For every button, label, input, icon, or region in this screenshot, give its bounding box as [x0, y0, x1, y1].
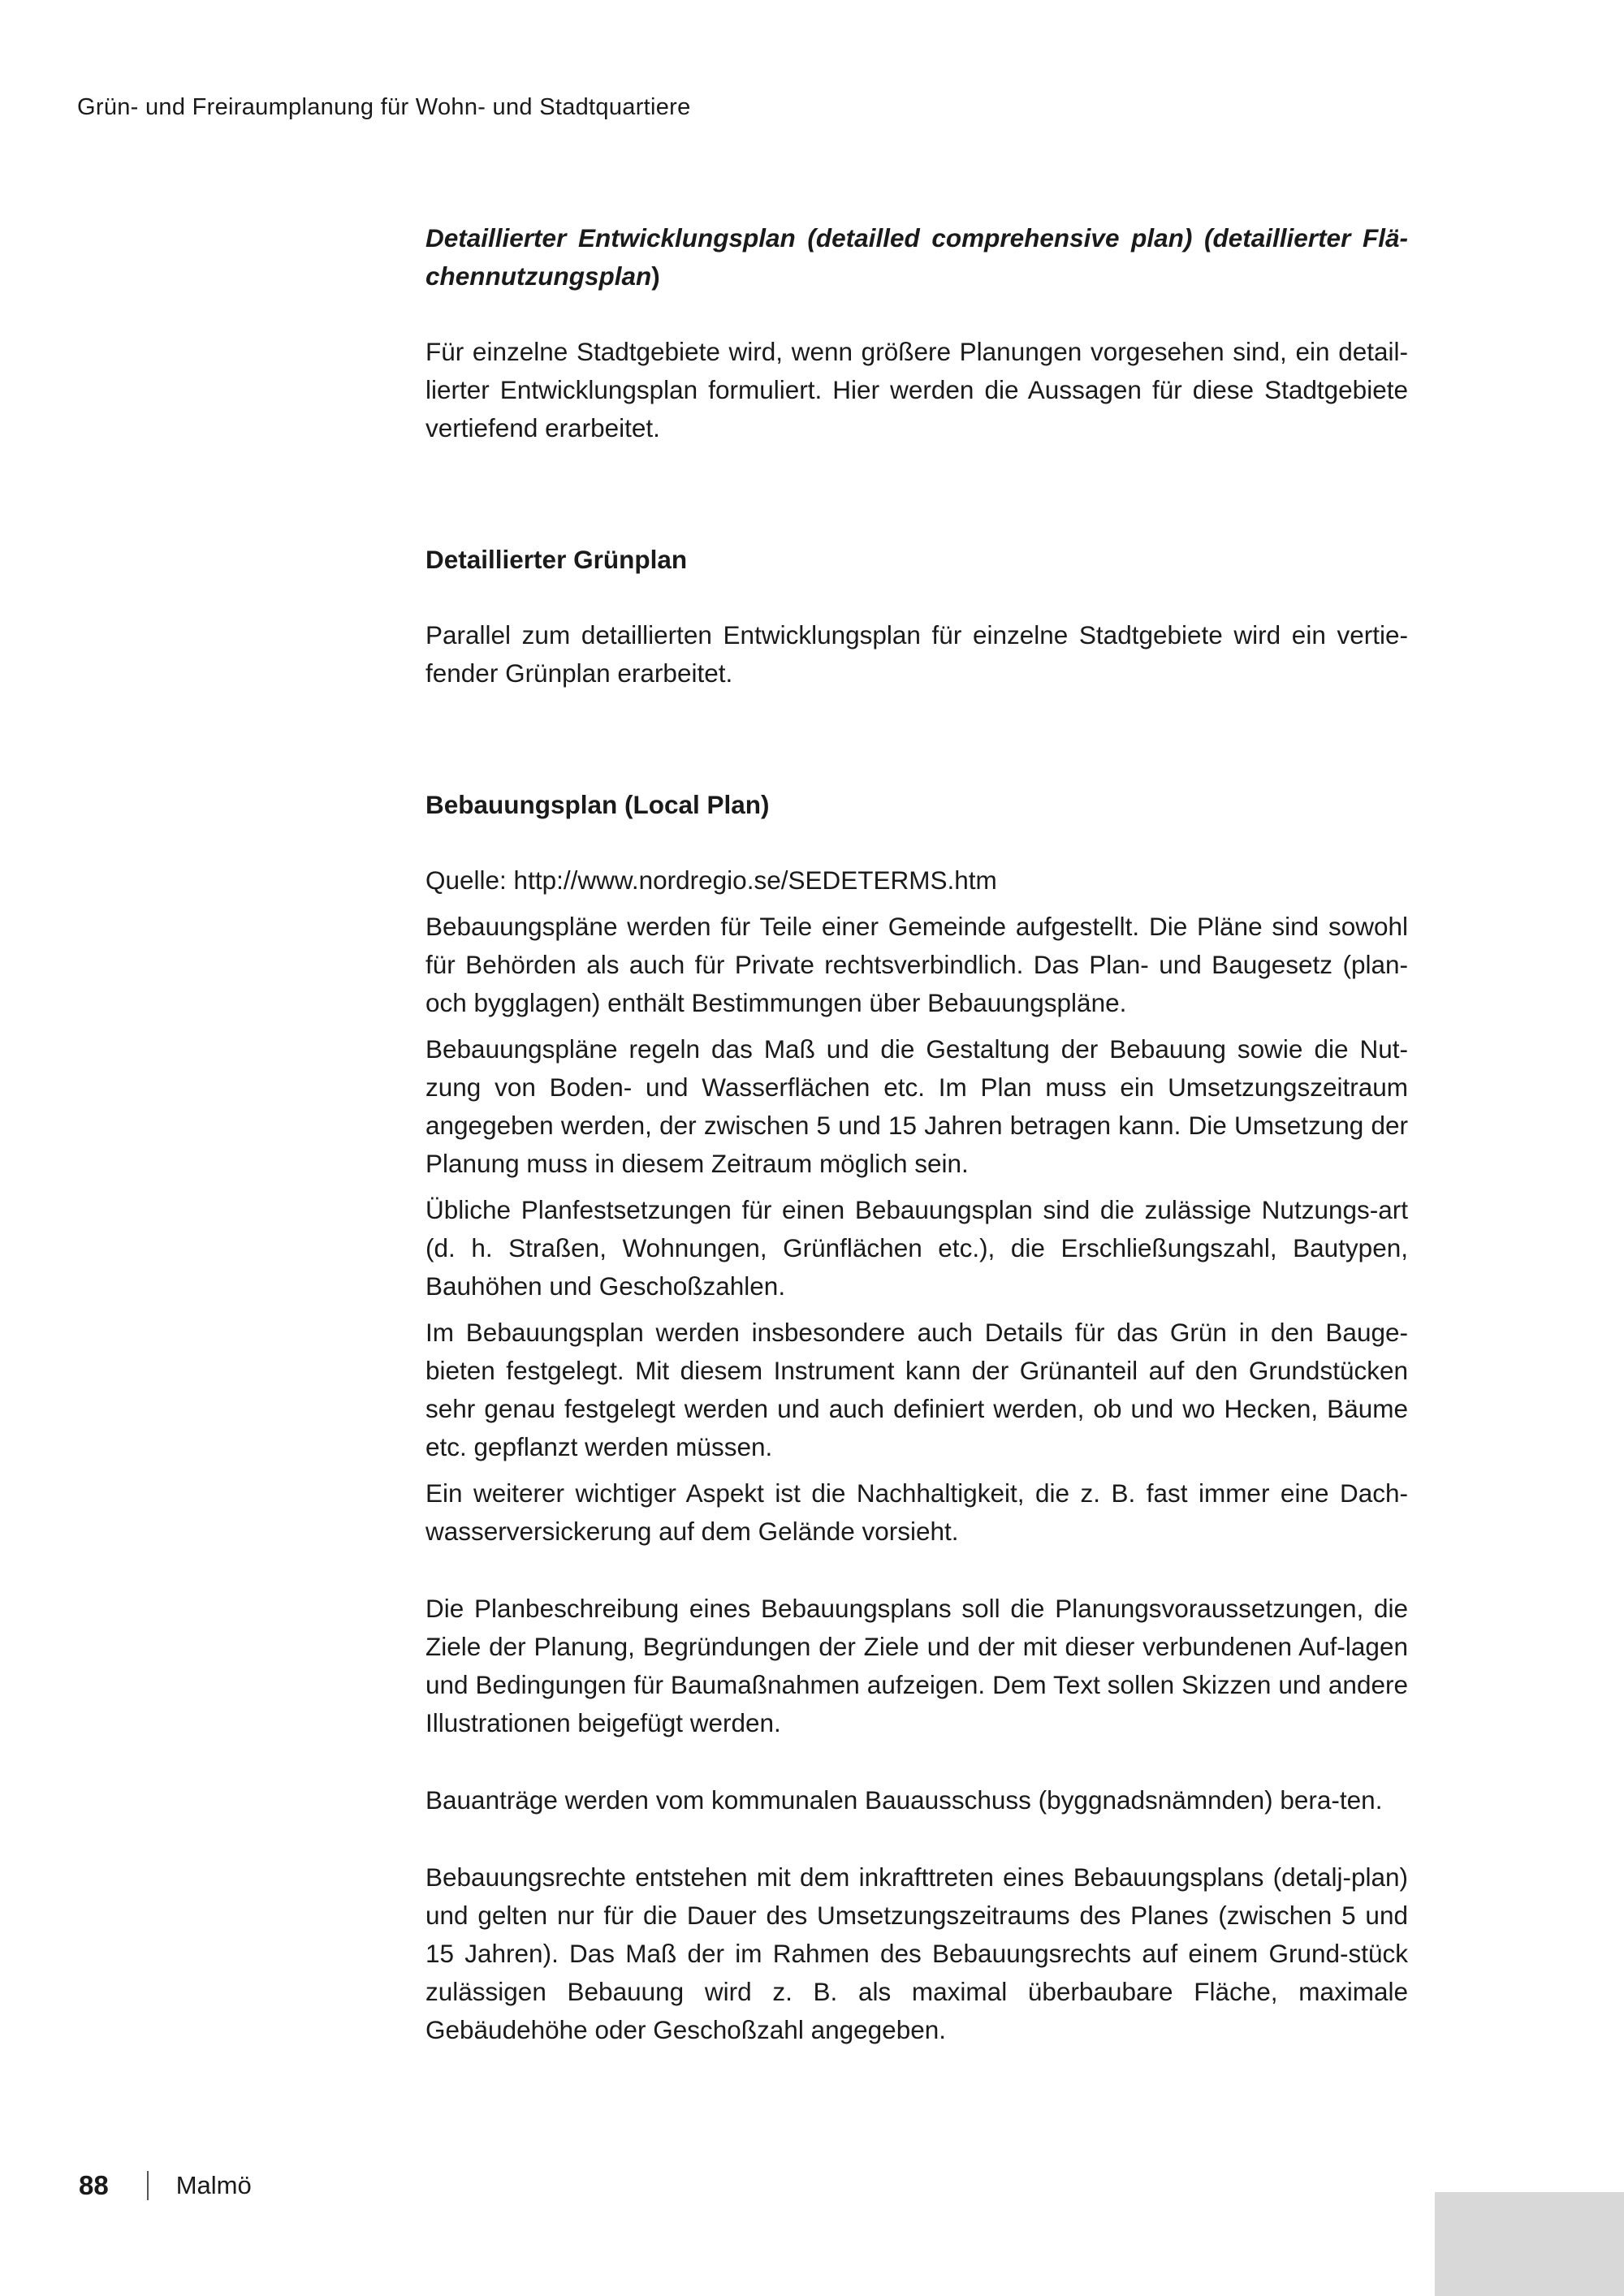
paragraph: Bebauungsrechte entstehen mit dem inkrafttreten eines Bebauungsplans (detalj-plan) und gelten nur für die Dauer des Umsetzungszeitraums des Planes (zwischen 5 und 15 Jahren). Das Maß der im Rahmen des Bebauungsrechts auf einem Grund-stück zulässigen Bebauung wird z. B. als maximal überbaubare Fläche, maximale Gebäudehöhe oder Geschoßzahl angegeben. [425, 1862, 1408, 2044]
running-header: Grün- und Freiraumplanung für Wohn- und Stadtquartiere [77, 94, 691, 120]
paragraph-gruenplan: Parallel zum detaillierten Entwicklungsplan für einzelne Stadtgebiete wird ein vertie-fender Grünplan erarbeitet. [425, 620, 1408, 688]
paragraph: Bebauungspläne regeln das Maß und die Gestaltung der Bebauung sowie die Nut-zung von Boden- und Wasserflächen etc. Im Plan muss ein Umsetzungszeitraum angegeben werden, der zwischen 5 und 15 Jahren betragen kann. Die Umsetzung der Planung muss in diesem Zeitraum möglich sein. [425, 1034, 1408, 1178]
paragraph: Ein weiterer wichtiger Aspekt ist die Nachhaltigkeit, die z. B. fast immer eine Dach-wasserversickerung auf dem Gelände vorsieht. [425, 1478, 1408, 1546]
paragraph-entwicklungsplan: Für einzelne Stadtgebiete wird, wenn größere Planungen vorgesehen sind, ein detail-lierter Entwicklungsplan formuliert. Hier werden die Aussagen für diese Stadtgebiete vertiefend erarbeitet. [425, 337, 1408, 442]
page-corner-tab [1435, 2192, 1624, 2296]
paragraph: Die Planbeschreibung eines Bebauungsplans soll die Planungsvoraussetzungen, die Ziele der Planung, Begründungen der Ziele und der mit dieser verbundenen Auf-lagen und Bedingungen für Baumaßnahmen aufzeigen. Dem Text sollen Skizzen und andere Illustrationen beigefügt werden. [425, 1594, 1408, 1737]
footer-section-title: Malmö [175, 2171, 252, 2199]
paragraph: Bebauungspläne werden für Teile einer Gemeinde aufgestellt. Die Pläne sind sowohl für Behörden als auch für Private rechtsverbindlich. Das Plan- und Baugesetz (plan-och bygglagen) enthält Bestimmungen über Bebauungspläne. [425, 912, 1408, 1017]
section-heading-bebauungsplan: Bebauungsplan (Local Plan) [425, 790, 770, 819]
paragraph: Übliche Planfestsetzungen für einen Bebauungsplan sind die zulässige Nutzungs-art (d. h. Straßen, Wohnungen, Grünflächen etc.), die Erschließungszahl, Bautypen, Bauhöhen und Geschoßzahlen. [425, 1195, 1408, 1301]
section-heading-gruenplan: Detaillierter Grünplan [425, 545, 688, 574]
paragraph: Bauanträge werden vom kommunalen Bauausschuss (byggnadsnämnden) bera-ten. [425, 1785, 1383, 1815]
footer-divider [147, 2171, 149, 2200]
section-heading-entwicklungsplan [425, 219, 1408, 296]
heading-close-paren: ) [651, 261, 660, 291]
main-content [425, 219, 1408, 2049]
source-line: Quelle: http://www.nordregio.se/SEDETERMS.htm [425, 865, 997, 895]
page-footer [79, 2166, 252, 2205]
heading-text: Detaillierter Entwicklungsplan (detailled comprehensive plan) (detaillierter Flä-chennutzungsplan [425, 223, 1408, 291]
paragraph: Im Bebauungsplan werden insbesondere auch Details für das Grün in den Bauge-bieten festgelegt. Mit diesem Instrument kann der Grünanteil auf den Grundstücken sehr genau festgelegt werden und auch definiert werden, ob und wo Hecken, Bäume etc. gepflanzt werden müssen. [425, 1318, 1408, 1461]
page-number: 88 [79, 2170, 109, 2200]
